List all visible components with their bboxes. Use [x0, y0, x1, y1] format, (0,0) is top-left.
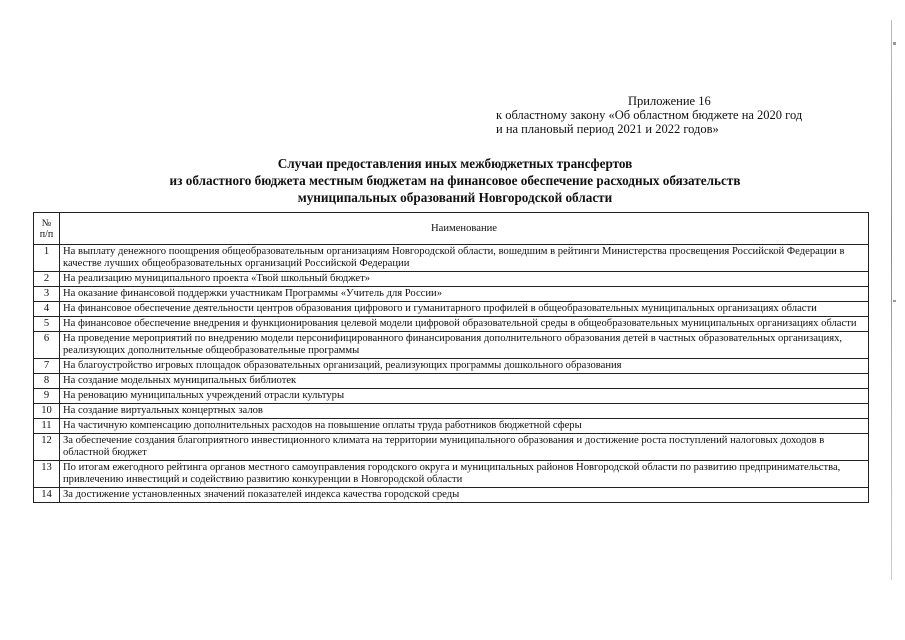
- row-number: 2: [34, 272, 60, 287]
- row-number: 7: [34, 359, 60, 374]
- table-row: [34, 488, 869, 503]
- scan-mark: [893, 300, 896, 302]
- table-row: [34, 302, 869, 317]
- row-name: На финансовое обеспечение деятельности центров образования цифрового и гуманитарного профилей в общеобразовательных муниципальных организациях области: [60, 302, 869, 317]
- table-row: [34, 332, 869, 359]
- appendix-law-line-1: к областному закону «Об областном бюджете на 2020 год: [496, 108, 803, 122]
- table-row: [34, 419, 869, 434]
- row-number: 1: [34, 245, 60, 272]
- row-name: За обеспечение создания благоприятного инвестиционного климата на территории муниципального образования и достижение роста поступлений налоговых доходов в областной бюджет: [60, 434, 869, 461]
- transfers-table: [33, 212, 869, 503]
- row-name: На благоустройство игровых площадок образовательных организаций, реализующих программы дошкольного образования: [60, 359, 869, 374]
- row-number: 4: [34, 302, 60, 317]
- appendix-law-line-2: и на плановый период 2021 и 2022 годов»: [496, 122, 719, 136]
- row-number: 3: [34, 287, 60, 302]
- header-number-abbrev: п/п: [39, 228, 54, 240]
- table-row: [34, 389, 869, 404]
- appendix-header: [496, 94, 896, 136]
- row-number: 12: [34, 434, 60, 461]
- table-row: [34, 287, 869, 302]
- appendix-title: Приложение 16: [628, 94, 711, 108]
- row-number: 6: [34, 332, 60, 359]
- row-number: 10: [34, 404, 60, 419]
- column-header-number: [34, 213, 60, 245]
- scan-edge-line: [891, 20, 892, 580]
- document-title: [40, 155, 870, 206]
- row-name: На создание виртуальных концертных залов: [60, 404, 869, 419]
- row-number: 14: [34, 488, 60, 503]
- title-line-3: муниципальных образований Новгородской области: [297, 190, 613, 205]
- title-line-1: Случаи предоставления иных межбюджетных трансфертов: [277, 156, 633, 171]
- table-row: [34, 245, 869, 272]
- scan-mark: [893, 42, 896, 45]
- row-name: На реализацию муниципального проекта «Твой школьный бюджет»: [60, 272, 869, 287]
- table-row: [34, 317, 869, 332]
- row-name: На выплату денежного поощрения общеобразовательным организациям Новгородской области, вошедшим в рейтинги Министерства просвещения Российской Федерации в качестве лучших общеобразовательных организаций Российской Федерации: [60, 245, 869, 272]
- row-name: По итогам ежегодного рейтинга органов местного самоуправления городского округа и муниципальных районов Новгородской области по развитию предпринимательства, привлечению инвестиций и содействию развитию конкуренции в Новгородской области: [60, 461, 869, 488]
- table-row: [34, 404, 869, 419]
- row-number: 8: [34, 374, 60, 389]
- column-header-name: Наименование: [60, 213, 869, 245]
- row-name: На реновацию муниципальных учреждений отрасли культуры: [60, 389, 869, 404]
- table-row: [34, 461, 869, 488]
- title-line-2: из областного бюджета местным бюджетам на финансовое обеспечение расходных обязательств: [169, 173, 741, 188]
- table-header-row: [34, 213, 869, 245]
- table-row: [34, 359, 869, 374]
- row-name: На создание модельных муниципальных библиотек: [60, 374, 869, 389]
- table-body: [34, 245, 869, 503]
- row-name: На оказание финансовой поддержки участникам Программы «Учитель для России»: [60, 287, 869, 302]
- row-number: 9: [34, 389, 60, 404]
- row-number: 5: [34, 317, 60, 332]
- row-number: 13: [34, 461, 60, 488]
- row-name: На проведение мероприятий по внедрению модели персонифицированного финансирования дополнительного образования детей в частных образовательных организациях, реализующих дополнительные общеобразовательные программы: [60, 332, 869, 359]
- row-name: На частичную компенсацию дополнительных расходов на повышение оплаты труда работников бюджетной сферы: [60, 419, 869, 434]
- row-name: На финансовое обеспечение внедрения и функционирования целевой модели цифровой образовательной среды в общеобразовательных муниципальных организациях области: [60, 317, 869, 332]
- row-number: 11: [34, 419, 60, 434]
- table-row: [34, 434, 869, 461]
- header-number-sign: №: [41, 217, 52, 229]
- table-row: [34, 272, 869, 287]
- row-name: За достижение установленных значений показателей индекса качества городской среды: [60, 488, 869, 503]
- table-row: [34, 374, 869, 389]
